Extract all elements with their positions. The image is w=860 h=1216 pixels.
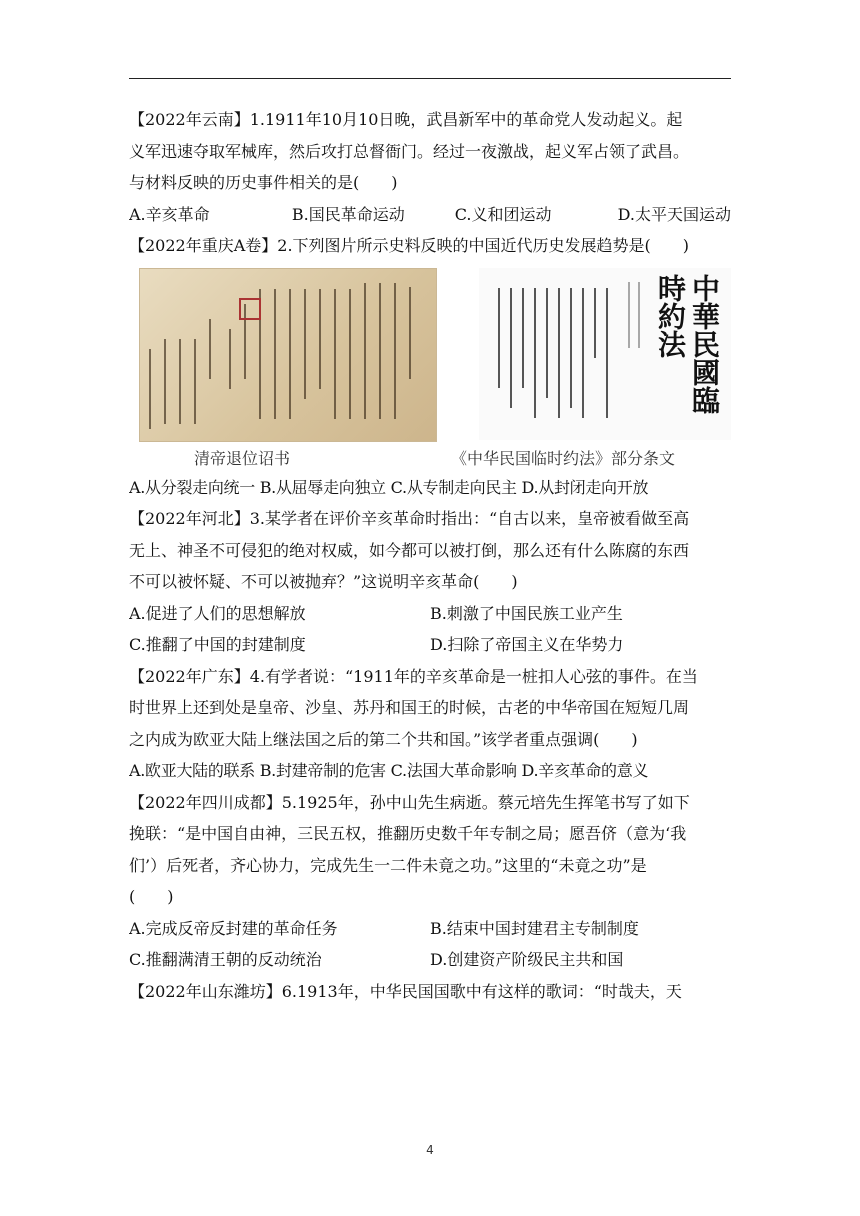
question-1-option-c: C.义和团运动 [454,204,552,224]
question-3-option-b: B.刺激了中国民族工业产生 [430,603,623,623]
question-2-line-1: 【2022年重庆A卷】2.下列图片所示史料反映的中国近代历史发展趋势是( ) [129,236,690,255]
image-1-caption: 清帝退位诏书 [194,448,291,468]
question-2-images [129,268,731,466]
question-5-line-4: ( ) [129,887,174,906]
question-1-option-d: D.太平天国运动 [617,204,731,224]
question-5-option-b: B.结束中国封建君主专制制度 [430,918,639,938]
question-5-line-3: 们’）后死者，齐心协力，完成先生一二件未竟之功。”这里的“未竟之功”是 [129,855,647,875]
question-1-line-1: 【2022年云南】1.1911年10月10日晚，武昌新军中的革命党人发动起义。起 [129,110,683,129]
page-number: 4 [426,1143,434,1157]
question-6-line-1: 【2022年山东潍坊】6.1913年，中华民国国歌中有这样的歌词：“时哉夫，天 [129,981,682,1001]
question-3-line-2: 无上、神圣不可侵犯的绝对权威，如今都可以被打倒，那么还有什么陈腐的东西 [129,540,690,560]
document-body [129,104,731,1007]
question-3-option-a: A.促进了人们的思想解放 [129,603,306,623]
question-4-line-1: 【2022年广东】4.有学者说：“1911年的辛亥革命是一桩扣人心弦的事件。在当 [129,666,698,686]
constitution-title-calligraphy: 中華民國臨時約法 [654,273,721,414]
question-1-options [129,199,731,231]
question-5-option-d: D.创建资产阶级民主共和国 [430,950,624,969]
question-5-option-c: C.推翻满清王朝的反动统治 [129,950,322,969]
question-4-line-3: 之内成为欧亚大陆上继法国之后的第二个共和国。”该学者重点强调( ) [129,729,638,749]
question-5-line-2: 挽联：“是中国自由神，三民五权，推翻历史数千年专制之局；愿吾侪（意为‘我 [129,824,687,843]
question-3-line-1: 【2022年河北】3.某学者在评价辛亥革命时指出：“自古以来，皇帝被看做至高 [129,509,690,528]
qing-abdication-edict-image [139,268,437,442]
question-1-option-a: A.辛亥革命 [129,204,210,224]
question-3-options-row-1 [129,598,731,630]
provisional-constitution-image [479,268,731,440]
question-4-options: A.欧亚大陆的联系 B.封建帝制的危害 C.法国大革命影响 D.辛亥革命的意义 [129,761,649,780]
question-3-line-3: 不可以被怀疑、不可以被抛弃？”这说明辛亥革命( ) [129,572,518,591]
image-2-caption: 《中华民国临时约法》部分条文 [451,448,676,468]
question-1-line-3: 与材料反映的历史事件相关的是( ) [129,173,398,192]
question-2-options: A.从分裂走向统一 B.从屈辱走向独立 C.从专制走向民主 D.从封闭走向开放 [129,477,649,497]
question-4-line-2: 时世界上还到处是皇帝、沙皇、苏丹和国王的时候，古老的中华帝国在短短几周 [129,698,690,717]
question-3-option-c: C.推翻了中国的封建制度 [129,635,306,654]
question-1-line-2: 义军迅速夺取军械库，然后攻打总督衙门。经过一夜激战，起义军占领了武昌。 [129,141,690,161]
question-5-option-a: A.完成反帝反封建的革命任务 [129,918,338,938]
question-5-options-row-1 [129,913,731,945]
question-3-options-row-2 [129,629,731,661]
question-5-line-1: 【2022年四川成都】5.1925年，孙中山先生病逝。蔡元培先生挥笔书写了如下 [129,792,690,812]
question-3-option-d: D.扫除了帝国主义在华势力 [430,635,624,654]
question-1-option-b: B.国民革命运动 [291,204,405,224]
header-rule [129,78,731,79]
question-5-options-row-2 [129,944,731,976]
